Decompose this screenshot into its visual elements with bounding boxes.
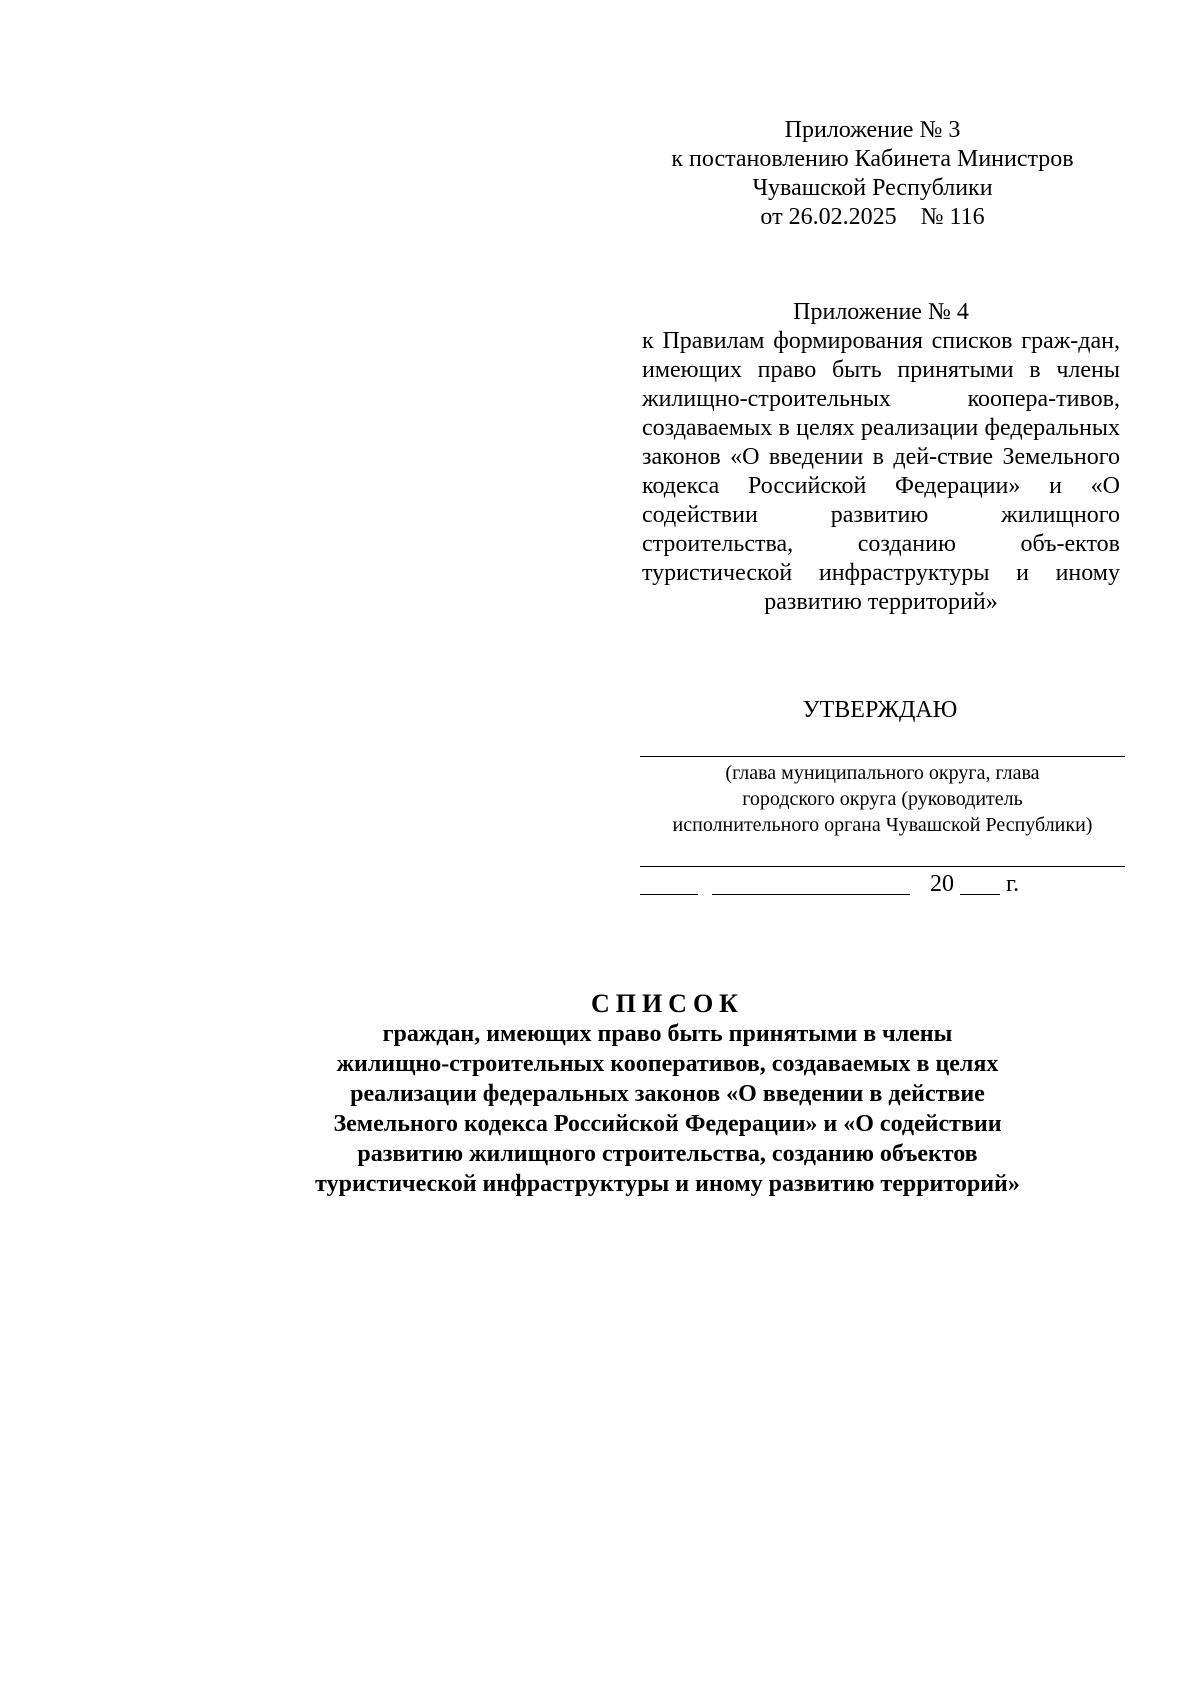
approval-date-row <box>640 868 1120 900</box>
approve-heading: УТВЕРЖДАЮ <box>802 697 958 723</box>
list-subtitle-line: Земельного кодекса Российской Федерации» и «О содействии <box>333 1111 1002 1137</box>
name-line <box>640 866 1125 867</box>
appendix-3-date-number: от 26.02.2025 № 116 <box>760 204 985 230</box>
date-day-blank <box>640 894 698 895</box>
list-title: СПИСОК <box>590 989 745 1018</box>
appendix-4-header <box>642 298 1120 617</box>
signature-caption <box>640 760 1125 838</box>
signature-line <box>640 756 1125 757</box>
date-month-blank <box>712 894 910 895</box>
list-subtitle <box>200 1019 1135 1199</box>
appendix-4-title: Приложение № 4 <box>793 299 969 325</box>
signature-caption-line: городского округа (руководитель <box>742 788 1023 810</box>
appendix-3-header <box>640 116 1105 232</box>
list-subtitle-line: туристической инфраструктуры и иному развитию территорий» <box>315 1171 1020 1197</box>
signature-caption-line: (глава муниципального округа, глава <box>725 762 1040 784</box>
list-subtitle-line: граждан, имеющих право быть принятыми в члены <box>382 1021 953 1047</box>
list-subtitle-line: реализации федеральных законов «О введении в действие <box>350 1081 985 1107</box>
appendix-3-republic: Чувашской Республики <box>752 175 993 201</box>
list-subtitle-line: жилищно-строительных кооперативов, создаваемых в целях <box>336 1051 999 1077</box>
signature-caption-line: исполнительного органа Чувашской Республики) <box>672 814 1093 836</box>
list-subtitle-line: развитию жилищного строительства, созданию объектов <box>357 1141 978 1167</box>
appendix-3-title: Приложение № 3 <box>784 117 961 143</box>
appendix-4-body: к Правилам формирования списков граж-дан, имеющих право быть принятыми в члены жилищно-строительных коопера-тивов, создаваемых в целях реализации федеральных законов «О введении в дей-ствие Земельного кодекса Российской Федерации» и «О содействии развитию жилищного строительства, созданию объ-ектов туристической инфраструктуры и иному развитию территорий» <box>642 328 1120 615</box>
date-year-suffix: г. <box>1006 871 1020 897</box>
appendix-3-resolution: к постановлению Кабинета Министров <box>671 146 1074 172</box>
date-year-prefix: 20 <box>930 871 954 897</box>
date-year-blank <box>960 894 1000 895</box>
